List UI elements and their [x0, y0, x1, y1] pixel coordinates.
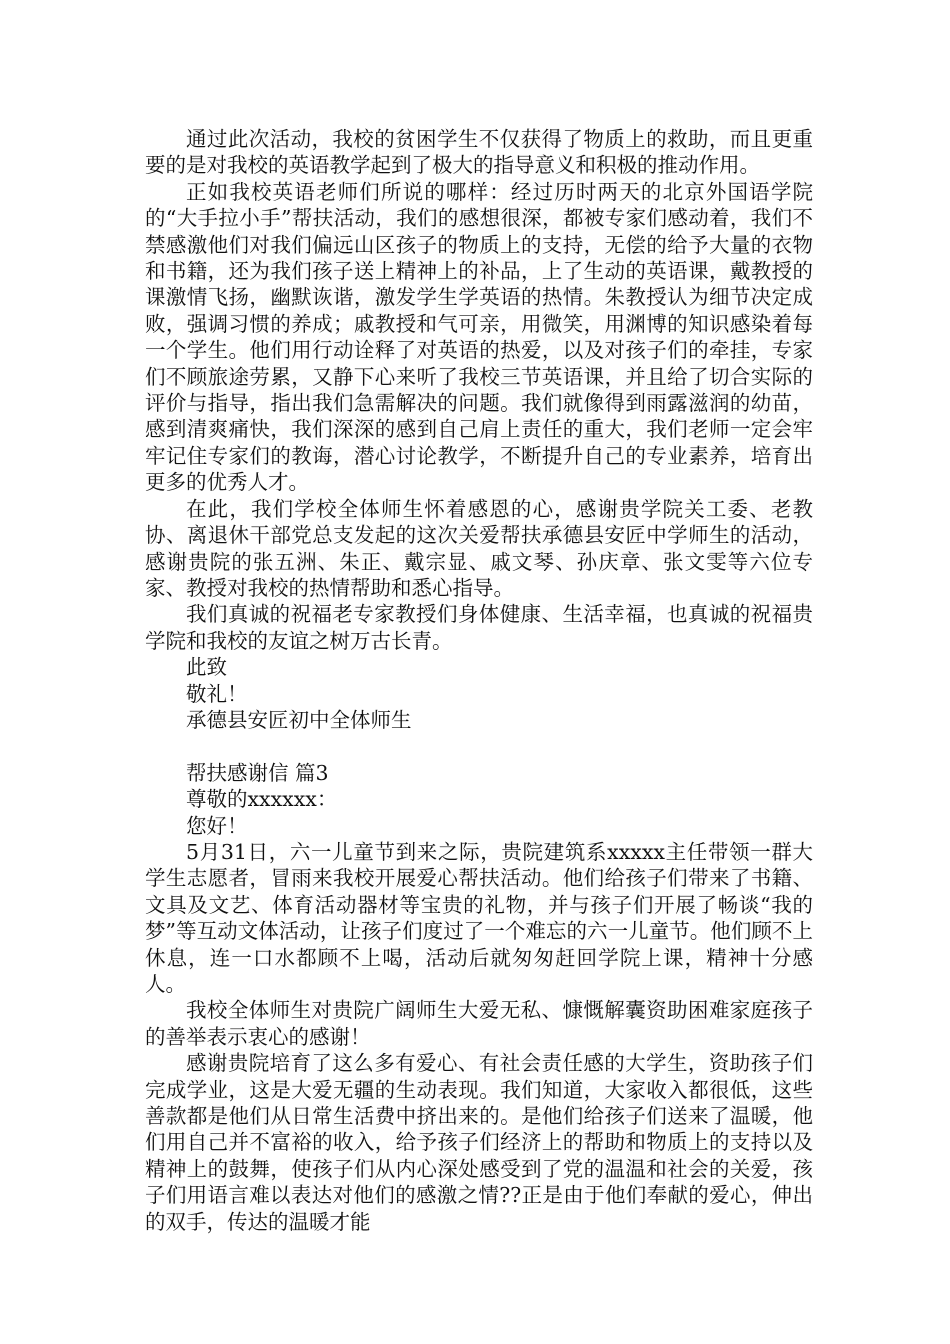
closing-signature: 承德县安匠初中全体师生	[186, 707, 412, 732]
paragraph-gratitude: 我校全体师生对贵院广阔师生大爱无私、慷慨解囊资助困难家庭孩子的善举表示衷心的感谢！	[145, 998, 813, 1049]
paragraph-activity-result: 通过此次活动，我校的贫困学生不仅获得了物质上的救助，而且更重要的是对我校的英语教学起到了极大的指导意义和积极的推动作用。	[145, 127, 813, 178]
paragraph-teachers-feedback: 正如我校英语老师们所说的哪样：经过历时两天的北京外国语学院的“大手拉小手”帮扶活动，我们的感想很深，都被专家们感动着，我们不禁感激他们对我们偏远山区孩子的物质上的支持，无偿的给予大量的衣物和书籍，还为我们孩子送上精神上的补品，上了生动的英语课，戴教授的课激情飞扬，幽默诙谐，激发学生学英语的热情。朱教授认为细节决定成败，强调习惯的养成；戚教授和气可亲，用微笑，用渊博的知识感染着每一个学生。他们用行动诠释了对英语的热爱，以及对孩子们的牵挂，专家们不顾旅途劳累，又静下心来听了我校三节英语课，并且给了切合实际的评价与指导，指出我们急需解决的问题。我们就像得到雨露滋润的幼苗，感到清爽痛快，我们深深的感到自己肩上责任的重大，我们老师一定会牢牢记住专家们的教诲，潜心讨论教学，不断提升自己的专业素养，培育出更多的优秀人才。	[145, 179, 813, 495]
closing-greeting: 此致	[186, 655, 227, 680]
letter-salutation: 尊敬的xxxxxx：	[186, 787, 338, 812]
paragraph-students-love: 感谢贵院培育了这么多有爱心、有社会责任感的大学生，资助孩子们完成学业，这是大爱无疆的生动表现。我们知道，大家收入都很低，这些善款都是他们从日常生活费中挤出来的。是他们给孩子们送来了温暖，他们用自己并不富裕的收入，给予孩子们经济上的帮助和物质上的支持以及精神上的鼓舞，使孩子们从内心深处感受到了党的温温和社会的关爱，孩子们用语言难以表达对他们的感激之情??正是由于他们奉献的爱心，伸出的双手，传达的温暖才能	[145, 1051, 813, 1234]
section-spacer	[145, 733, 813, 759]
closing-salute: 敬礼！	[186, 681, 248, 706]
paragraph-childrens-day: 5月31日，六一儿童节到来之际，贵院建筑系xxxxx主任带领一群大学生志愿者，冒雨来我校开展爱心帮扶活动。他们给孩子们带来了书籍、文具及文艺、体育活动器材等宝贵的礼物，并与孩子们开展了畅谈“我的梦”等互动文体活动，让孩子们度过了一个难忘的六一儿童节。他们顾不上休息，连一口水都顾不上喝，活动后就匆匆赶回学院上课，精神十分感人。	[145, 839, 813, 996]
document-page	[145, 126, 813, 1235]
letter-hello: 您好！	[186, 813, 248, 838]
paragraph-blessing: 我们真诚的祝福老专家教授们身体健康、生活幸福，也真诚的祝福贵学院和我校的友谊之树万古长青。	[145, 602, 813, 653]
letter-title: 帮扶感谢信 篇3	[186, 760, 329, 785]
paragraph-thanks: 在此，我们学校全体师生怀着感恩的心，感谢贵学院关工委、老教协、离退休干部党总支发起的这次关爱帮扶承德县安匠中学师生的活动，感谢贵院的张五洲、朱正、戴宗显、戚文琴、孙庆章、张文雯等六位专家、教授对我校的热情帮助和悉心指导。	[145, 496, 813, 600]
